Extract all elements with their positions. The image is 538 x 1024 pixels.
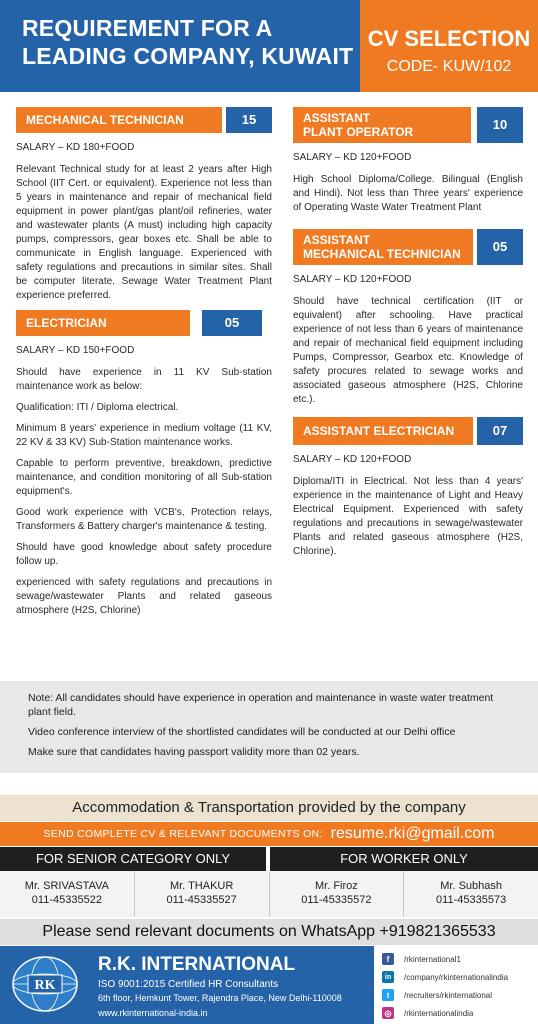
job-description: High School Diploma/College. Bilingual (English and Hindi). Not less than Three years' experience of Operating Waste Water Treatment Plant xyxy=(293,174,523,213)
logo-text: RK xyxy=(34,978,56,993)
worker-category-header: FOR WORKER ONLY xyxy=(270,847,538,871)
whatsapp-banner[interactable]: Please send relevant documents on WhatsApp +919821365533 xyxy=(0,919,538,945)
header-title-line2: LEADING COMPANY, KUWAIT xyxy=(22,43,354,69)
contact-card xyxy=(270,871,405,917)
facebook-icon: f xyxy=(382,953,394,965)
right-column xyxy=(293,107,523,566)
vacancy-count: 05 xyxy=(477,229,523,265)
footer xyxy=(0,946,538,1024)
salary: SALARY – KD 120+FOOD xyxy=(293,152,412,163)
contact-name: Mr. THAKUR xyxy=(169,880,234,892)
left-column xyxy=(16,107,272,625)
note-line: Note: All candidates should have experience in operation and maintenance in waste water treatment plant field. xyxy=(28,692,494,718)
social-twitter[interactable] xyxy=(382,986,538,1004)
job-title-line1: ASSISTANT xyxy=(303,111,371,125)
instagram-icon: ◎ xyxy=(382,1007,394,1019)
job-description: Relevant Technical study for at least 2 years after High School (IIT Cert. or equivalent). Experience not less than 5 years in maintenance and repair of mechanical field equipment in power plant/gas plant/oil refineries, water and wastewater plants (A must) including high capacity pumps, compressors, gear boxes etc. Shall be able to communicate in English language. Experienced with safety regulations and precautions in similar sites. Shall be computer literate. Sewage Water Treatment Plant experience preferred. xyxy=(16,164,272,301)
job-header xyxy=(293,229,523,265)
contact-phone[interactable]: 011-45335573 xyxy=(436,894,507,906)
job-title xyxy=(293,229,473,265)
header xyxy=(0,0,538,92)
job-header xyxy=(293,107,523,143)
company-address: 6th floor, Hemkunt Tower, Rajendra Place, New Delhi-110008 xyxy=(98,993,342,1003)
vacancy-count: 05 xyxy=(202,310,262,336)
website-link[interactable]: www.rkinternational-india.in xyxy=(98,1008,208,1018)
salary: SALARY – KD 180+FOOD xyxy=(16,142,135,153)
contact-name: Mr. Firoz xyxy=(314,880,358,892)
job-title: ASSISTANT ELECTRICIAN xyxy=(293,417,473,445)
contact-phone[interactable]: 011-45335527 xyxy=(166,894,237,906)
note-line: Make sure that candidates having passport validity more than 02 years. xyxy=(28,746,360,758)
contact-name: Mr. Subhash xyxy=(440,880,502,892)
iso-certification: ISO 9001:2015 Certified HR Consultants xyxy=(98,979,279,990)
social-handle: /rkinternationalindia xyxy=(404,1008,474,1018)
contact-card xyxy=(404,871,538,917)
job-header xyxy=(293,417,523,445)
cv-selection-label: CV SELECTION xyxy=(367,26,531,51)
contact-phone[interactable]: 011-45335572 xyxy=(301,894,372,906)
salary: SALARY – KD 150+FOOD xyxy=(16,345,135,356)
social-facebook[interactable] xyxy=(382,950,538,968)
job-header xyxy=(16,107,272,133)
job-header xyxy=(16,310,272,336)
header-title-block xyxy=(0,0,360,92)
job-assistant-plant-operator xyxy=(293,107,523,215)
social-instagram[interactable] xyxy=(382,1004,538,1022)
social-handle: /company/rkinternationalindia xyxy=(404,972,509,982)
vacancy-count: 07 xyxy=(477,417,523,445)
job-title-line1: ASSISTANT xyxy=(303,233,371,247)
header-title-line1: REQUIREMENT FOR A xyxy=(22,15,273,41)
job-title: MECHANICAL TECHNICIAN xyxy=(16,107,222,133)
vacancy-count: 15 xyxy=(226,107,272,133)
job-description: Should have experience in 11 KV Sub-station maintenance work as below: xyxy=(16,367,272,392)
company-logo-icon xyxy=(10,954,80,1014)
job-title xyxy=(293,107,471,143)
vacancy-count: 10 xyxy=(477,107,523,143)
job-description: Minimum 8 years' experience in medium voltage (11 KV, 22 KV & 33 KV) Sub-Station maintenance works. xyxy=(16,423,272,448)
social-linkedin[interactable] xyxy=(382,968,538,986)
job-description: Good work experience with VCB's, Protection relays, Transformers & Battery charger's maintenance & testing. xyxy=(16,507,272,532)
linkedin-icon: in xyxy=(382,971,394,983)
job-title: ELECTRICIAN xyxy=(16,310,190,336)
job-assistant-mechanical-technician xyxy=(293,229,523,407)
contact-name: Mr. SRIVASTAVA xyxy=(24,880,109,892)
contact-card xyxy=(0,871,135,917)
job-description: Should have technical certification (IIT or equivalent) after schooling. Have practical experience of not less than 6 years of maintenance and repair of mechanical field equipment including Pumps, Compressor, Gearbox etc. Knowledge of safety procures related to sewage works and associated gaseous atmosphere (H2S, Chlorine etc.). xyxy=(293,296,523,405)
salary: SALARY – KD 120+FOOD xyxy=(293,274,412,285)
job-title-line2: PLANT OPERATOR xyxy=(303,125,414,139)
note-box xyxy=(0,681,538,773)
company-name: R.K. INTERNATIONAL xyxy=(98,954,296,975)
social-handle: /rkinternational1 xyxy=(404,954,461,964)
social-handle: /recruiters/rkinternational xyxy=(404,990,493,1000)
accommodation-banner: Accommodation & Transportation provided by the company xyxy=(0,795,538,821)
job-description: Capable to perform preventive, breakdown, predictive maintenance, and condition monitoring of all Sub-station equipment's. xyxy=(16,458,272,497)
job-description: Should have good knowledge about safety procedure follow up. xyxy=(16,542,272,567)
job-electrician xyxy=(16,310,272,618)
salary: SALARY – KD 120+FOOD xyxy=(293,454,412,465)
selection-code: CODE- KUW/102 xyxy=(386,58,512,75)
job-description: Diploma/ITI in Electrical. Not less than 4 years' experience in the maintenance of Light and Heavy Electrical Equipment. Experienced with safety regulations and precautions in sewage/wastewater Plants and related gaseous atmosphere (H2S, Chlorine). xyxy=(293,476,523,557)
send-cv-label: SEND COMPLETE CV & RELEVANT DOCUMENTS ON: xyxy=(43,828,323,840)
cv-selection-block xyxy=(360,0,538,92)
social-links xyxy=(374,946,538,1024)
senior-category-header: FOR SENIOR CATEGORY ONLY xyxy=(0,847,266,871)
note-line: Video conference interview of the shortlisted candidates will be conducted at our Delhi office xyxy=(28,726,456,738)
contact-phone[interactable]: 011-45335522 xyxy=(31,894,102,906)
contacts-row xyxy=(0,871,538,917)
twitter-icon: t xyxy=(382,989,394,1001)
job-mechanical-technician xyxy=(16,107,272,303)
job-description: Qualification: ITI / Diploma electrical. xyxy=(16,402,179,413)
send-cv-banner xyxy=(0,822,538,846)
job-description: experienced with safety regulations and precautions in sewage/wastewater Plants and related gaseous atmosphere (H2S, Chlorine) xyxy=(16,577,272,616)
contact-card xyxy=(135,871,270,917)
job-assistant-electrician xyxy=(293,417,523,559)
email-link[interactable]: resume.rki@gmail.com xyxy=(330,825,495,842)
job-title-line2: MECHANICAL TECHNICIAN xyxy=(303,247,461,261)
